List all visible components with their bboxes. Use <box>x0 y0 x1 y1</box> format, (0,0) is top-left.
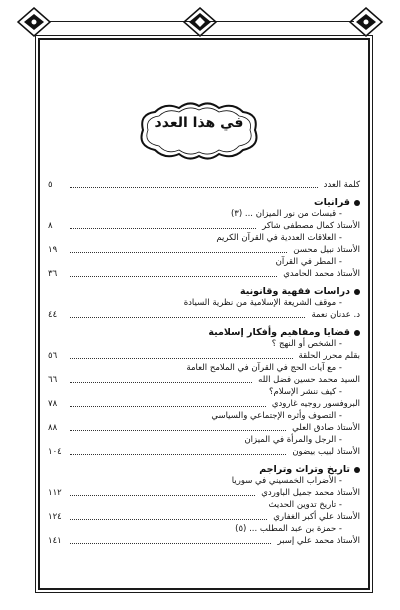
dot-leader <box>70 406 266 407</box>
toc-section <box>48 464 360 475</box>
toc-entry <box>48 269 360 280</box>
toc-entry <box>48 423 360 434</box>
bullet-icon <box>354 330 360 336</box>
dot-leader <box>70 358 293 359</box>
dot-leader <box>70 317 305 318</box>
author-name: الأستاذ كمال مصطفى شاكر <box>262 221 360 231</box>
section-label: قضايا ومفاهيم وأفكار إسلامية <box>208 327 350 338</box>
section-label: دراسات فقهية وقانونية <box>239 286 350 297</box>
article-title: - التصوف وأثره الإجتماعي والسياسي <box>211 411 342 421</box>
page-number: ١٠٤ <box>48 447 62 457</box>
article-title: - كيف ننشر الإسلام؟ <box>269 387 342 397</box>
article-title: - الرجل والمرأة في الميزان <box>244 435 342 445</box>
bullet-icon <box>354 289 360 295</box>
author-name: كلمة العدد <box>323 180 360 190</box>
page-number: ١٢٤ <box>48 512 62 522</box>
dot-leader <box>70 519 267 520</box>
toc-entry <box>48 411 360 422</box>
author-name: الأستاذ محمد علي إسبر <box>277 536 360 546</box>
toc-entry <box>48 524 360 535</box>
article-title: - العلاقات العددية في القرآن الكريم <box>216 233 342 243</box>
toc-entry <box>48 363 360 374</box>
dot-leader <box>70 276 277 277</box>
section-title <box>240 286 360 297</box>
author-name: الأستاذ لبيب بيضون <box>292 447 360 457</box>
author-name: الأستاذ نبيل محسن <box>293 245 360 255</box>
toc-entry <box>48 536 360 547</box>
page-number: ١٩ <box>48 245 58 255</box>
author-name: الأستاذ علي أكبر الغفاري <box>273 512 360 522</box>
toc-entry <box>48 245 360 256</box>
author-name: د. عدنان نعمة <box>311 310 360 320</box>
dot-leader <box>70 454 286 455</box>
page-number: ٥٦ <box>48 351 58 361</box>
page-title: في هذا العدد <box>154 115 244 131</box>
toc-entry <box>48 375 360 386</box>
page-number: ٥ <box>48 180 53 190</box>
author-name: السيد محمد حسين فضل الله <box>258 375 360 385</box>
toc-entry <box>48 221 360 232</box>
corner-ornament-icon <box>14 6 54 40</box>
page-number: ١٤١ <box>48 536 62 546</box>
article-title: - تاريخ تدوين الحديث <box>268 500 342 510</box>
article-title: - مع آيات الحج في القرآن في الملامح العامة <box>186 363 342 373</box>
author-name: البروفسور روجيه غارودي <box>271 399 360 409</box>
article-title: - حمزة بن عبد المطلب ... (٥) <box>235 524 342 534</box>
article-title: - الشخص أو النهج ؟ <box>271 339 342 349</box>
section-title <box>314 197 360 208</box>
dot-leader <box>70 187 318 188</box>
toc-entry <box>48 298 360 309</box>
toc-section <box>48 286 360 297</box>
toc-entry <box>48 476 360 487</box>
bullet-icon <box>354 467 360 473</box>
page-number: ٨ <box>48 221 53 231</box>
center-ornament-icon <box>180 6 220 40</box>
article-title: - موقف الشريعة الإسلامية من نظرية السيادة <box>183 298 342 308</box>
toc-section <box>48 327 360 338</box>
bullet-icon <box>354 200 360 206</box>
section-title <box>259 464 360 475</box>
dot-leader <box>70 430 286 431</box>
article-title: - قبسات من نور الميزان ... (٣) <box>230 209 342 219</box>
toc-entry <box>48 209 360 220</box>
page-number: ٧٨ <box>48 399 58 409</box>
corner-ornament-icon <box>346 6 386 40</box>
section-label: قرانيات <box>314 197 350 208</box>
article-title: - الأضراب الخمسيني في سوريا <box>231 476 342 486</box>
dot-leader <box>70 495 255 496</box>
toc-entry <box>48 488 360 499</box>
dot-leader <box>70 228 256 229</box>
page-number: ١١٢ <box>48 488 62 498</box>
toc-entry <box>48 512 360 523</box>
toc-entry <box>48 310 360 321</box>
toc-entry <box>48 233 360 244</box>
toc-entry <box>48 500 360 511</box>
toc-entry <box>48 399 360 410</box>
toc-section <box>48 197 360 208</box>
section-label: تاريخ وتراث وتراجم <box>259 464 350 475</box>
toc-entry <box>48 447 360 458</box>
author-name: بقلم محرر الحلقة <box>298 351 360 361</box>
toc-entry <box>48 339 360 350</box>
table-of-contents <box>48 180 360 547</box>
toc-entry <box>48 180 360 191</box>
toc-entry <box>48 351 360 362</box>
author-name: الأستاذ صادق العلي <box>292 423 360 433</box>
page-number: ٨٨ <box>48 423 58 433</box>
author-name: الأستاذ محمد جميل الباوردي <box>261 488 360 498</box>
article-title: - المطر في القرآن <box>275 257 342 267</box>
toc-entry <box>48 387 360 398</box>
title-cloud-frame <box>135 100 263 162</box>
dot-leader <box>70 252 287 253</box>
page-number: ٣٦ <box>48 269 58 279</box>
page-number: ٤٤ <box>48 310 58 320</box>
author-name: الأستاذ محمد الحامدي <box>283 269 360 279</box>
section-title <box>208 327 360 338</box>
toc-entry <box>48 435 360 446</box>
dot-leader <box>70 543 271 544</box>
dot-leader <box>70 382 252 383</box>
toc-entry <box>48 257 360 268</box>
page-number: ٦٦ <box>48 375 58 385</box>
